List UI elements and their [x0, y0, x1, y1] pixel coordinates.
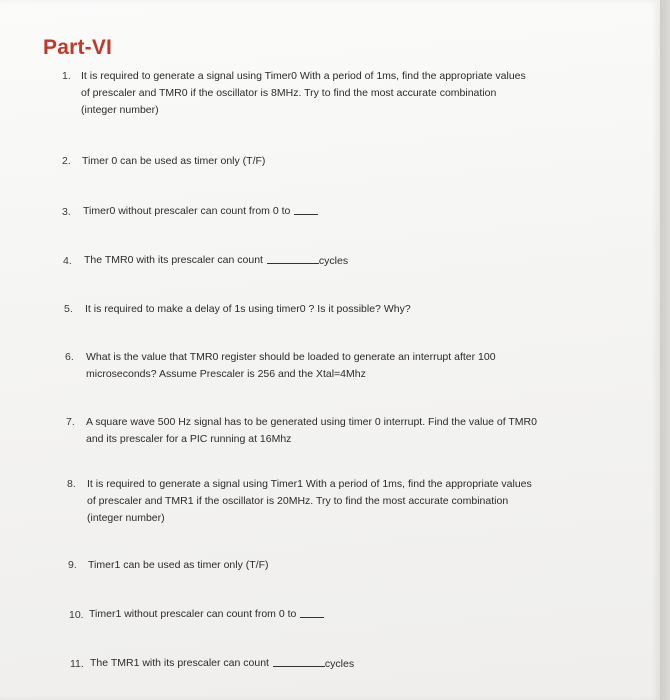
- question-2: [62, 153, 265, 170]
- question-text-line: What is the value that TMR0 register should be loaded to generate an interrupt after 100: [86, 351, 496, 363]
- question-4: [63, 252, 348, 270]
- question-number: 5.: [64, 303, 73, 315]
- answer-blank[interactable]: [300, 606, 324, 618]
- question-5: [64, 301, 411, 318]
- question-suffix: cycles: [318, 255, 349, 267]
- question-number: 10.: [69, 609, 84, 621]
- question-text-line: of prescaler and TMR1 if the oscillator is 20MHz. Try to find the most accurate combination: [87, 495, 509, 507]
- question-text-line: It is required to generate a signal using Timer1 With a period of 1ms, find the appropriate values: [87, 478, 532, 490]
- question-3: [62, 203, 318, 221]
- question-number: 11.: [70, 658, 84, 670]
- question-text-line: and its prescaler for a PIC running at 16Mhz: [86, 433, 292, 445]
- question-text: Timer 0 can be used as timer only (T/F): [82, 155, 266, 167]
- question-text: It is required to make a delay of 1s using timer0 ? Is it possible? Why?: [85, 303, 411, 315]
- question-number: 2.: [62, 155, 71, 167]
- question-text: Timer0 without prescaler can count from 0 to: [83, 205, 291, 217]
- question-9: [68, 557, 269, 574]
- question-number: 7.: [66, 416, 75, 428]
- question-10: [69, 606, 324, 624]
- question-text-line: of prescaler and TMR0 if the oscillator is 8MHz. Try to find the most accurate combination: [81, 87, 497, 99]
- question-7: [66, 414, 537, 448]
- question-text: Timer1 can be used as timer only (T/F): [88, 559, 269, 571]
- question-text-line: A square wave 500 Hz signal has to be generated using timer 0 interrupt. Find the value of TMR0: [86, 416, 537, 428]
- question-text: Timer1 without prescaler can count from 0 to: [89, 608, 297, 620]
- answer-blank[interactable]: [267, 252, 319, 264]
- section-title: Part-VI: [43, 36, 113, 59]
- question-number: 1.: [62, 70, 71, 82]
- question-8: [67, 476, 532, 527]
- question-text-line: It is required to generate a signal using Timer0 With a period of 1ms, find the appropriate values: [81, 70, 526, 82]
- question-11: [70, 655, 354, 673]
- answer-blank[interactable]: [294, 203, 318, 215]
- question-text-line: microseconds? Assume Prescaler is 256 and the Xtal=4Mhz: [86, 368, 366, 380]
- answer-blank[interactable]: [273, 655, 325, 667]
- question-number: 4.: [63, 255, 72, 267]
- question-number: 8.: [67, 478, 76, 490]
- question-text-line: (integer number): [81, 104, 159, 116]
- question-text: The TMR0 with its prescaler can count: [84, 254, 263, 266]
- question-6: [65, 349, 496, 383]
- question-number: 6.: [65, 351, 74, 363]
- question-text: The TMR1 with its prescaler can count: [90, 657, 269, 669]
- question-suffix: cycles: [324, 658, 355, 670]
- question-1: [62, 68, 526, 119]
- desk-background: [660, 0, 670, 700]
- question-number: 3.: [62, 206, 71, 218]
- question-number: 9.: [68, 559, 77, 571]
- question-text-line: (integer number): [87, 512, 165, 524]
